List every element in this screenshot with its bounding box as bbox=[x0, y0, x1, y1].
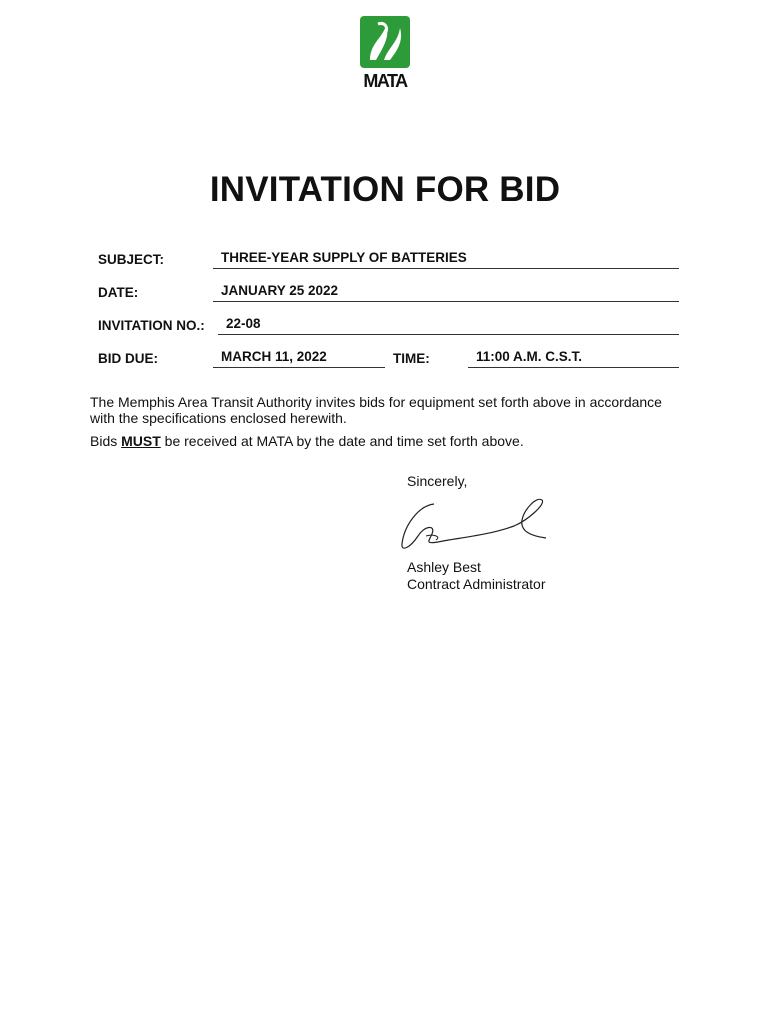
deadline-emphasis: MUST bbox=[121, 433, 161, 449]
logo-text: MATA bbox=[363, 71, 407, 91]
body-paragraph: The Memphis Area Transit Authority invites bids for equipment set forth above in accordance with the specifications enclosed herewith. bbox=[90, 394, 662, 426]
bid-due-label: BID DUE: bbox=[98, 351, 158, 366]
time-value: 11:00 A.M. C.S.T. bbox=[468, 349, 679, 368]
deadline-paragraph bbox=[90, 433, 690, 449]
page-title: INVITATION FOR BID bbox=[209, 170, 561, 209]
signatory-role: Contract Administrator bbox=[407, 576, 546, 592]
date-label: DATE: bbox=[98, 285, 139, 300]
leaf-logo-icon bbox=[360, 16, 410, 68]
time-label: TIME: bbox=[393, 351, 430, 366]
bid-due-value: MARCH 11, 2022 bbox=[213, 349, 385, 368]
mata-logo bbox=[355, 16, 415, 96]
subject-label: SUBJECT: bbox=[98, 252, 165, 267]
handwritten-signature bbox=[396, 496, 556, 556]
deadline-text-post: be received at MATA by the date and time set forth above. bbox=[160, 433, 524, 449]
deadline-text-pre: Bids bbox=[90, 433, 122, 449]
invitation-number-value: 22-08 bbox=[218, 316, 679, 335]
signatory-name: Ashley Best bbox=[407, 559, 481, 575]
invitation-number-label: INVITATION NO.: bbox=[98, 318, 205, 333]
salutation: Sincerely, bbox=[407, 473, 468, 489]
subject-value: THREE-YEAR SUPPLY OF BATTERIES bbox=[213, 250, 679, 269]
date-value: JANUARY 25 2022 bbox=[213, 283, 679, 302]
